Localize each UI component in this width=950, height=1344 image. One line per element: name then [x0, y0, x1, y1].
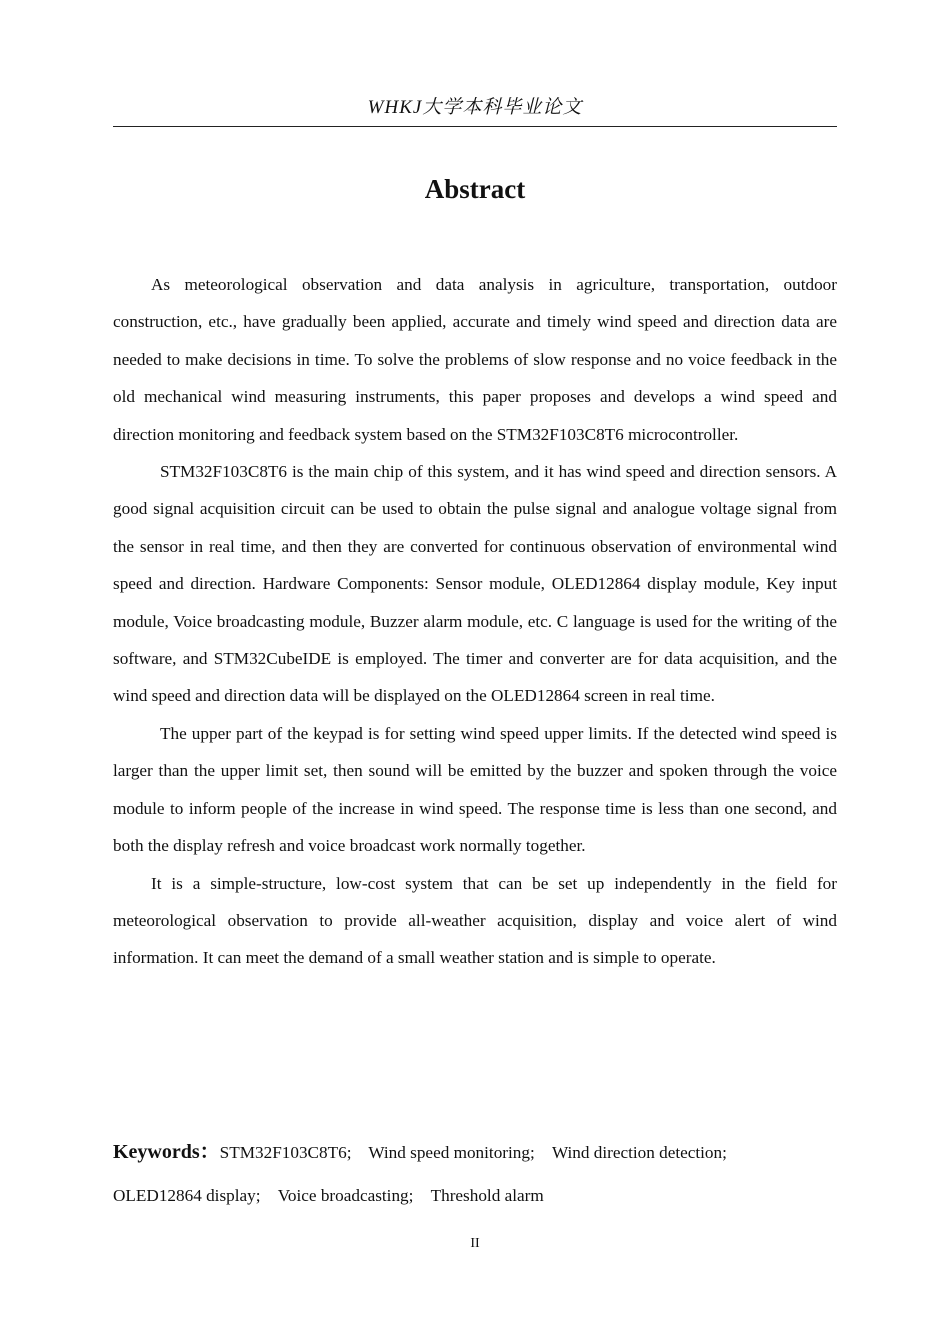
keywords-label: Keywords：	[113, 1141, 220, 1163]
keyword-item: STM32F103C8T6;	[219, 1143, 352, 1162]
abstract-body	[113, 266, 837, 977]
keyword-item: Voice broadcasting;	[277, 1186, 414, 1205]
keyword-item: Wind speed monitoring;	[368, 1143, 535, 1162]
header-rule	[113, 126, 837, 127]
abstract-paragraph-1: As meteorological observation and data analysis in agriculture, transportation, outdoor construction, etc., have gradually been applied, accurate and timely wind speed and direction data are needed to make decisions in time. To solve the problems of slow response and no voice feedback in the old mechanical wind measuring instruments, this paper proposes and develops a wind speed and direction monitoring and feedback system based on the STM32F103C8T6 microcontroller.	[113, 275, 837, 444]
abstract-title: Abstract	[424, 174, 526, 204]
abstract-paragraph-2: STM32F103C8T6 is the main chip of this system, and it has wind speed and direction sensors. A good signal acquisition circuit can be used to obtain the pulse signal and analogue voltage signal from the sensor in real time, and then they are converted for continuous observation of environmental wind speed and direction. Hardware Components: Sensor module, OLED12864 display module, Key input module, Voice broadcasting module, Buzzer alarm module, etc. C language is used for the writing of the software, and STM32CubeIDE is employed. The timer and converter are for data acquisition, and the wind speed and direction data will be displayed on the OLED12864 screen in real time.	[113, 462, 837, 706]
abstract-paragraph-3: The upper part of the keypad is for setting wind speed upper limits. If the detected wind speed is larger than the upper limit set, then sound will be emitted by the buzzer and spoken through the voice module to inform people of the increase in wind speed. The response time is less than one second, and both the display refresh and voice broadcast work normally together.	[113, 723, 837, 856]
keyword-item: Threshold alarm	[430, 1186, 544, 1205]
running-header: WHKJ大学本科毕业论文	[367, 97, 583, 118]
abstract-paragraph-4: It is a simple-structure, low-cost system that can be set up independently in the field for meteorological observation to provide all-weather acquisition, display and voice alert of wind information. It can meet the demand of a small weather station and is simple to operate.	[113, 873, 837, 968]
page-number: II	[470, 1236, 480, 1251]
keyword-item: OLED12864 display;	[113, 1186, 261, 1205]
keywords-block	[113, 1131, 837, 1217]
keyword-item: Wind direction detection;	[551, 1143, 727, 1162]
